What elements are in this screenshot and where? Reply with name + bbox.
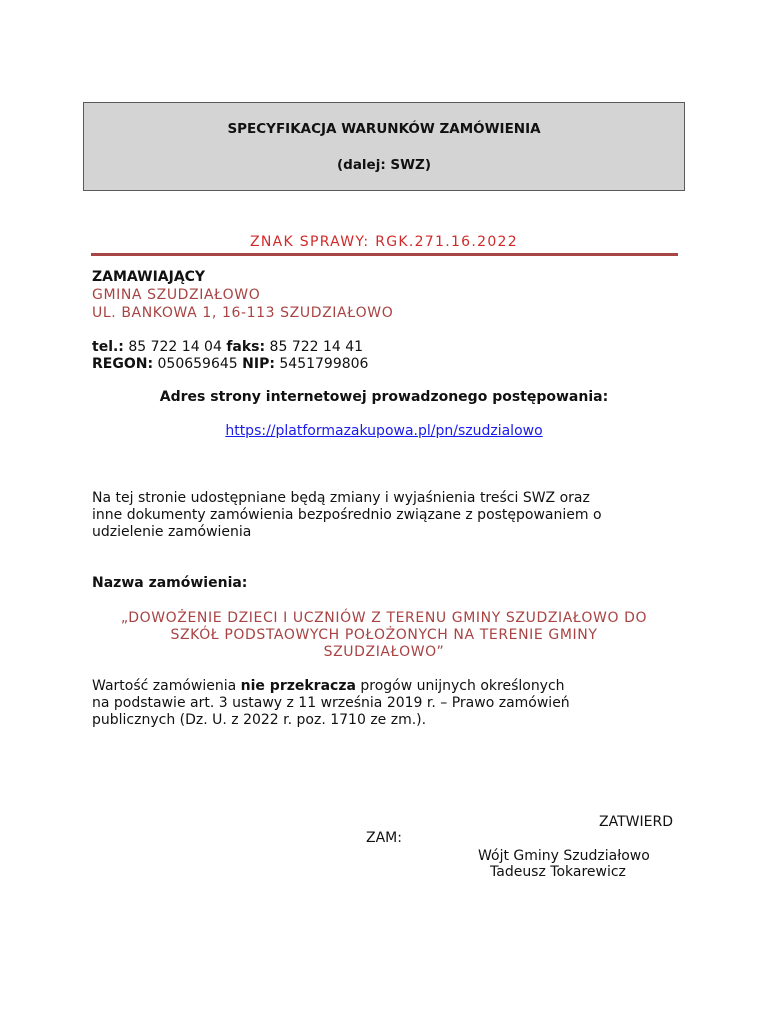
order-label: Nazwa zamówienia: <box>92 575 248 591</box>
document-subtitle: (dalej: SWZ) <box>336 157 432 173</box>
contracting-heading: ZAMAWIAJĄCY <box>92 269 206 285</box>
value-paragraph <box>92 678 692 729</box>
order-title <box>83 610 685 661</box>
regon-label: REGON: <box>92 356 154 372</box>
approval-zam: ZAM: <box>366 830 402 846</box>
notice-paragraph <box>92 490 692 541</box>
document-title: SPECYFIKACJA WARUNKÓW ZAMÓWIENIA <box>227 121 541 137</box>
tel-label: tel.: <box>92 339 124 355</box>
value-text: Wartość zamówienia <box>92 678 241 694</box>
notice-line: udzielenie zamówienia <box>92 524 252 540</box>
order-title-line: SZKÓŁ PODSTAOWYCH POŁOŻONYCH NA TERENIE GMINY <box>170 627 598 643</box>
value-emphasis: nie przekracza <box>240 678 356 694</box>
contracting-name: GMINA SZUDZIAŁOWO <box>92 287 261 303</box>
fax-value: 85 722 14 41 <box>265 339 364 355</box>
contracting-address: UL. BANKOWA 1, 16-113 SZUDZIAŁOWO <box>92 305 394 321</box>
divider-rule <box>91 253 678 256</box>
website-label: Adres strony internetowej prowadzonego postępowania: <box>159 389 609 405</box>
nip-value: 5451799806 <box>274 356 369 372</box>
value-line: na podstawie art. 3 ustawy z 11 września 2019 r. – Prawo zamówień <box>92 695 570 711</box>
value-line <box>92 678 692 695</box>
approval-position: Wójt Gminy Szudziałowo <box>478 848 650 864</box>
tel-value: 85 722 14 04 <box>123 339 227 355</box>
nip-label: NIP: <box>242 356 275 372</box>
notice-line: inne dokumenty zamówienia bezpośrednio związane z postępowaniem o <box>92 507 602 523</box>
value-text: progów unijnych określonych <box>355 678 565 694</box>
contact-phone-fax <box>92 339 363 356</box>
fax-label: faks: <box>226 339 266 355</box>
document-header-box <box>83 102 685 191</box>
approval-signatory: Tadeusz Tokarewicz <box>490 864 626 880</box>
order-title-line: „DOWOŻENIE DZIECI I UCZNIÓW Z TERENU GMINY SZUDZIAŁOWO DO <box>120 610 648 626</box>
approval-heading: ZATWIERD <box>599 814 673 830</box>
notice-line: Na tej stronie udostępniane będą zmiany i wyjaśnienia treści SWZ oraz <box>92 490 590 506</box>
contact-regon-nip <box>92 356 368 373</box>
order-title-line: SZUDZIAŁOWO” <box>323 644 445 660</box>
website-link-row <box>83 423 685 439</box>
case-number: ZNAK SPRAWY: RGK.271.16.2022 <box>250 234 518 250</box>
website-link[interactable]: https://platformazakupowa.pl/pn/szudzialowo <box>225 423 543 439</box>
value-line: publicznych (Dz. U. z 2022 r. poz. 1710 ze zm.). <box>92 712 427 728</box>
regon-value: 050659645 <box>153 356 243 372</box>
